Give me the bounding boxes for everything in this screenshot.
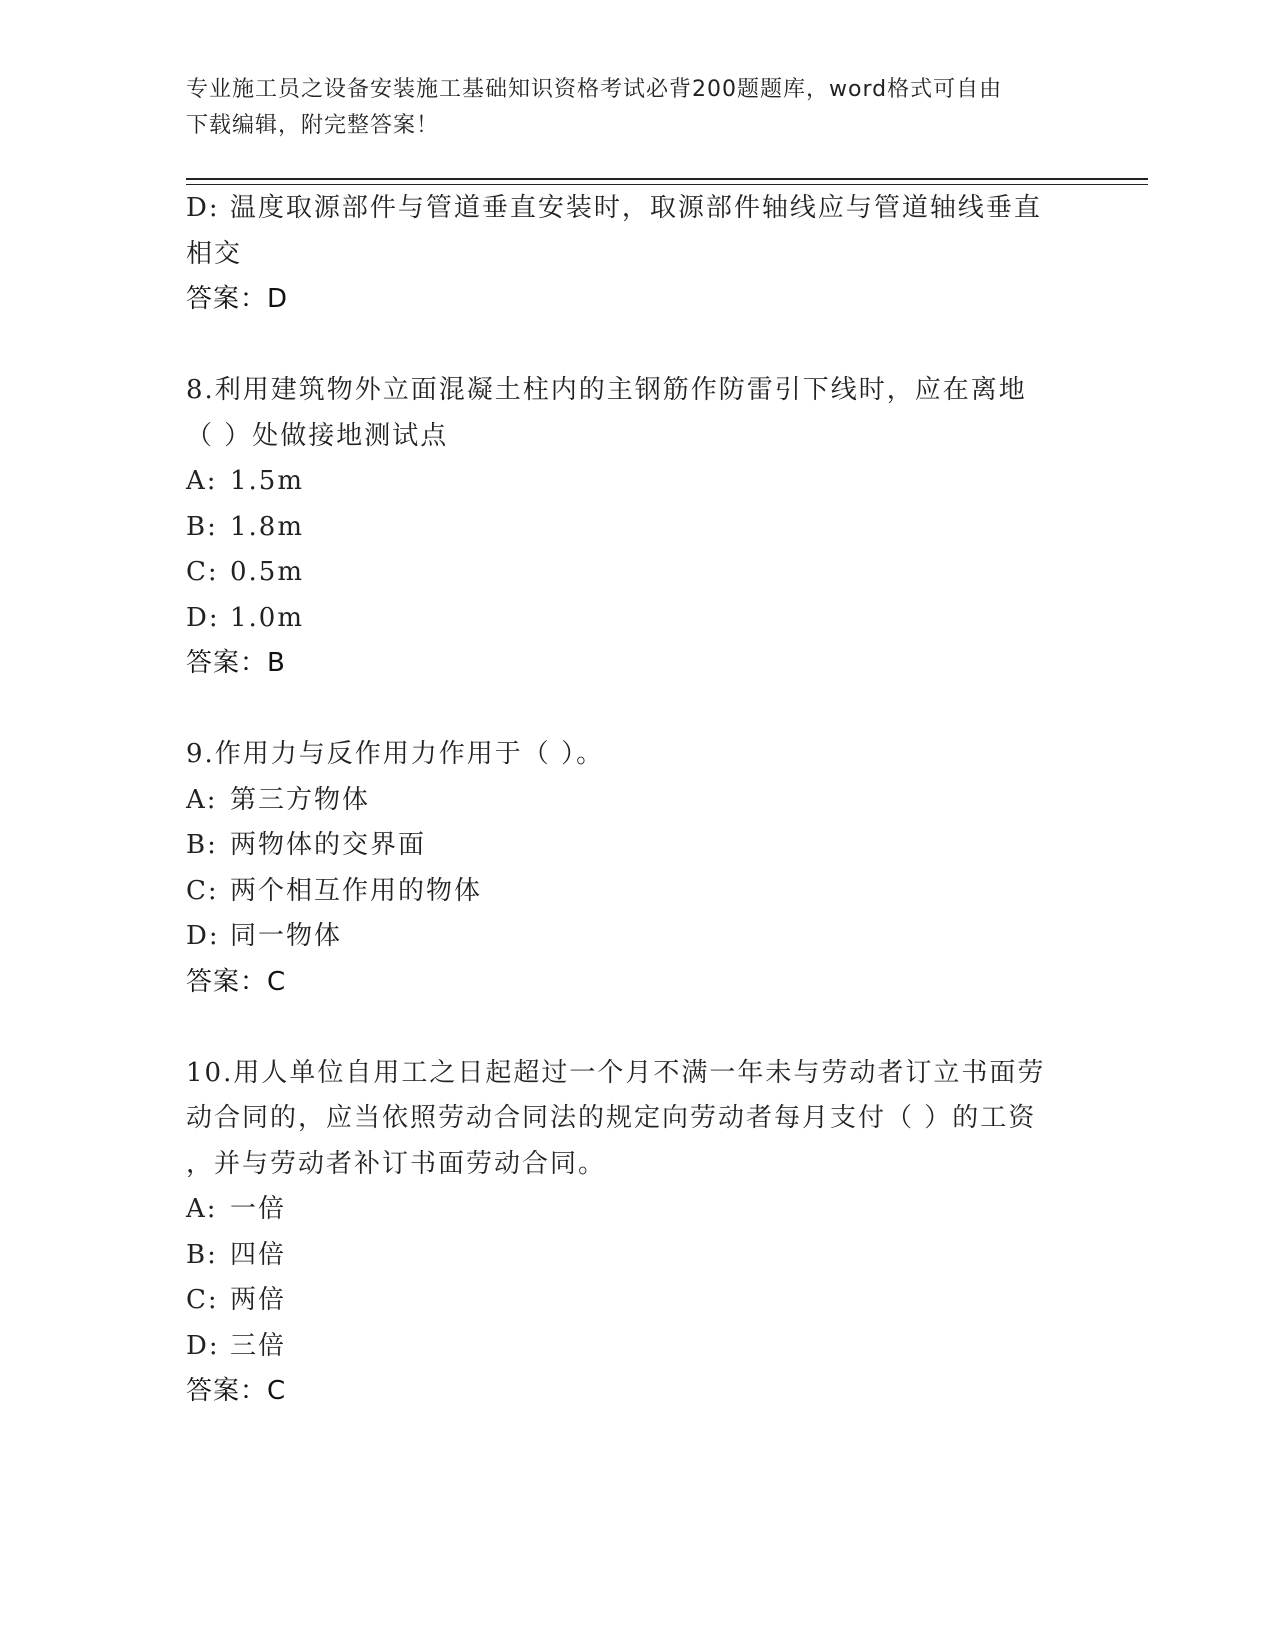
question-8	[186, 368, 1086, 687]
option-text: 一倍	[230, 1194, 287, 1224]
option-a	[186, 1187, 1086, 1233]
option-label: B:	[186, 511, 218, 542]
spacer	[186, 323, 1086, 369]
option-label: D:	[186, 602, 220, 633]
option-c	[186, 1278, 1086, 1324]
option-d	[186, 914, 1086, 960]
header-divider-thick	[186, 178, 1148, 180]
header-title-line-2: 下载编辑，附完整答案！	[186, 113, 440, 138]
option-text: 两物体的交界面	[230, 830, 427, 860]
spacer	[186, 1005, 1086, 1051]
question-stem-line-1: 9.作用力与反作用力作用于（ ）。	[186, 739, 605, 769]
option-d	[186, 596, 1086, 642]
option-label: D:	[186, 921, 220, 951]
option-text: 两个相互作用的物体	[230, 875, 483, 906]
question-stem-line-1: 10.用人单位自用工之日起超过一个月不满一年未与劳动者订立书面劳	[186, 1057, 1046, 1088]
answer-line: 答案：D	[186, 284, 289, 314]
option-label: C:	[186, 875, 219, 906]
option-label: D:	[186, 1330, 220, 1361]
option-label: A:	[186, 1194, 218, 1224]
option-d-line-2: 相交	[186, 238, 243, 269]
option-label: C:	[186, 557, 219, 587]
question-stem-line-2: （ ）处做接地测试点	[186, 420, 449, 451]
option-c	[186, 869, 1086, 915]
option-text: 0.5m	[230, 557, 305, 587]
option-label: B:	[186, 830, 218, 860]
spacer	[186, 687, 1086, 733]
option-label: C:	[186, 1285, 219, 1315]
option-text: 1.0m	[230, 602, 305, 633]
header-title-line-1: 专业施工员之设备安装施工基础知识资格考试必背200题题库，word格式可自由	[186, 77, 1003, 102]
option-label: B:	[186, 1239, 218, 1270]
option-text: 1.5m	[230, 466, 305, 496]
option-text: 四倍	[230, 1239, 287, 1270]
option-c	[186, 550, 1086, 596]
option-d	[186, 1324, 1086, 1370]
option-a	[186, 778, 1086, 824]
document-header	[186, 72, 1066, 144]
question-9	[186, 732, 1086, 1005]
answer-line: 答案：B	[186, 648, 286, 678]
option-text: 三倍	[230, 1330, 287, 1361]
question-stem-line-2: 动合同的，应当依照劳动合同法的规定向劳动者每月支付（ ）的工资	[186, 1103, 1037, 1133]
answer-line: 答案：C	[186, 966, 287, 997]
option-label: A:	[186, 466, 218, 496]
question-content	[186, 186, 1086, 1415]
option-text: 第三方物体	[230, 784, 371, 815]
option-text: 1.8m	[230, 511, 305, 542]
option-b	[186, 823, 1086, 869]
answer-line: 答案：C	[186, 1376, 287, 1406]
option-b	[186, 1233, 1086, 1279]
question-stem-line-3: ，并与劳动者补订书面劳动合同。	[186, 1148, 607, 1179]
option-text: 同一物体	[230, 921, 343, 951]
option-d-line-1: D: 温度取源部件与管道垂直安装时，取源部件轴线应与管道轴线垂直	[186, 193, 1042, 223]
option-label: A:	[186, 784, 218, 815]
header-divider-thin	[186, 184, 1148, 185]
question-10	[186, 1051, 1086, 1415]
option-b	[186, 505, 1086, 551]
option-text: 两倍	[230, 1285, 287, 1315]
previous-question-tail	[186, 186, 1086, 323]
question-stem-line-1: 8.利用建筑物外立面混凝土柱内的主钢筋作防雷引下线时，应在离地	[186, 375, 1027, 405]
option-a	[186, 459, 1086, 505]
